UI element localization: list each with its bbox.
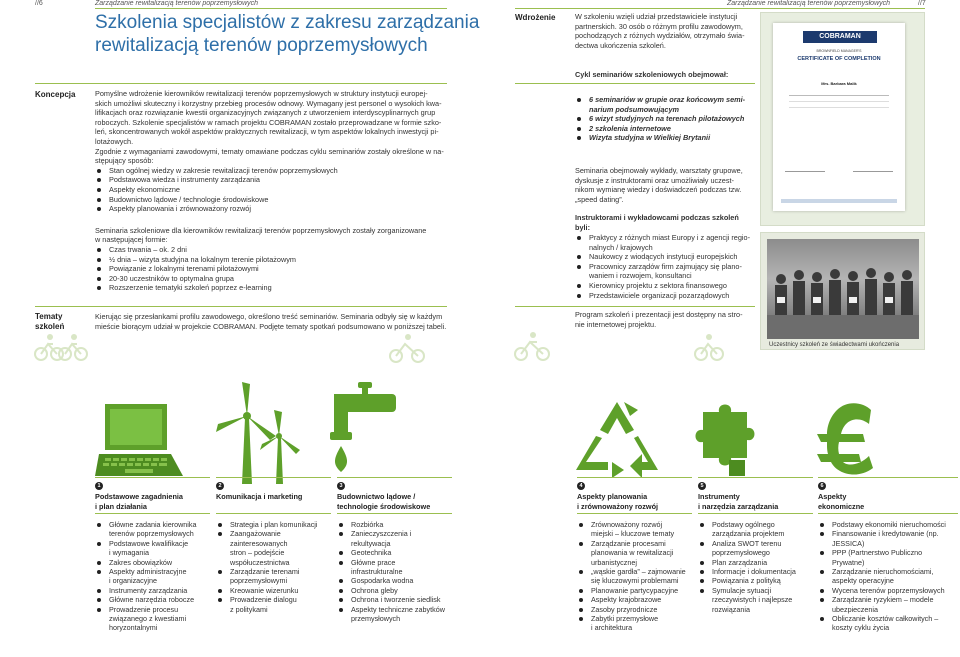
tematy-body xyxy=(95,312,447,331)
column-rule xyxy=(216,477,331,478)
column-heading: Aspekty ekonomiczne xyxy=(818,492,865,511)
cyclists-icon xyxy=(33,332,88,362)
text-line: Kierując się przesłankami profilu zawodowego, określono treść seminariów. Seminaria odbyły się w każdym xyxy=(95,312,443,321)
text-line: leń, skoncentrowanych wokół aspektów praktycznych rewitalizacji, w tym aspektów lokalnych inwestycji pi- xyxy=(95,127,439,137)
column-rule xyxy=(577,477,692,478)
list-item: Zaangażowanie zainteresowanych stron – podejście współuczestnictwa xyxy=(216,529,331,567)
list-item: Zarządzanie nieruchomościami, aspekty operacyjne xyxy=(818,567,958,586)
column-heading: Aspekty planowania i zrównoważony rozwój xyxy=(577,492,659,511)
list-item: Informacje i dokumentacja xyxy=(698,567,813,576)
text-line: Seminaria szkoleniowe dla kierowników rewitalizacji terenów poprzemysłowych zostały zorganizowane xyxy=(95,225,427,235)
column-rule xyxy=(818,513,958,514)
koncepcja-para1 xyxy=(95,89,447,147)
page-title-line-1: Szkolenia specjalistów z zakresu zarządzania xyxy=(95,12,480,33)
list-item: Instrumenty zarządzania xyxy=(95,586,210,595)
text-line: dyskusje z instruktorami oraz umożliwiały uczest- xyxy=(575,175,734,185)
water-tap-icon xyxy=(330,380,400,480)
list-item: Kreowanie wizerunku xyxy=(216,586,331,595)
text-line: Pomyślne wdrożenie kierowników rewitalizacji terenów poprzemysłowych w struktury instytucji europej- xyxy=(95,89,428,98)
list-item: Aspekty administracyjne i organizacyjne xyxy=(95,567,210,586)
text-line: skich umożliwi skuteczny i korzystny przebieg procesów odnowy. Wymagany jest personel o wysokich kwa- xyxy=(95,98,442,108)
photo-content xyxy=(767,239,919,339)
list-item: Prowadzenie procesu związanego z kwestiami horyzontalnymi xyxy=(95,605,210,633)
list-item: Główne prace infrastrukturalne xyxy=(337,558,452,577)
column-item-list xyxy=(818,520,958,633)
text-line: lotażowych. xyxy=(95,136,134,146)
list-item: Praktycy z różnych miast Europy i z agencji regio- nalnych / krajowych xyxy=(575,233,753,252)
koncepcja-para3 xyxy=(95,226,447,245)
list-item: Przedstawiciele organizacji pozarządowych xyxy=(575,291,753,301)
list-item: Zakres obowiązków xyxy=(95,558,210,567)
wdrozenie-body xyxy=(575,12,750,50)
list-item: Zarządzanie procesami planowania w rewitalizacji urbanistycznej xyxy=(577,539,692,567)
column-rule xyxy=(698,513,813,514)
header-rule-left xyxy=(95,8,447,9)
list-item: Gospodarka wodna xyxy=(337,576,452,585)
list-item: PPP (Partnerstwo Publiczno Prywatne) xyxy=(818,548,958,567)
column-heading: Komunikacja i marketing xyxy=(216,492,303,501)
text-line: lifikacjach oraz rozwiązanie kwestii organizacyjnych związanych z utworzeniem interdyscyplinarnych grup xyxy=(95,108,436,118)
list-item: Plan zarządzania xyxy=(698,558,813,567)
euro-icon xyxy=(813,396,883,482)
column-rule xyxy=(95,513,210,514)
column-number-badge: 2 xyxy=(216,482,224,490)
header-rule-right xyxy=(515,8,925,9)
right-page-number: //7 xyxy=(918,0,926,7)
list-item: Podstawowa wiedza i instrumenty zarządzania xyxy=(95,175,447,185)
wdrozenie-label: Wdrożenie xyxy=(515,13,556,22)
list-item: Kierownicy projektu z sektora finansowego xyxy=(575,281,753,291)
topics-list xyxy=(95,166,447,214)
list-item: Zarządzanie terenami poprzemysłowymi xyxy=(216,567,331,586)
list-item: Wizyta studyjna w Wielkiej Brytanii xyxy=(575,133,753,143)
text-line: stępujący sposób: xyxy=(95,156,154,166)
cyclist-icon xyxy=(694,332,724,362)
text-line: nie internetowej projektu. xyxy=(575,319,657,329)
column-number-badge: 4 xyxy=(577,482,585,490)
text-line: „speed dating”. xyxy=(575,194,624,204)
list-item: Główne zadania kierownika terenów poprzemysłowych xyxy=(95,520,210,539)
cobraman-logo: COBRAMAN xyxy=(803,31,877,43)
list-item: 6 wizyt studyjnych na terenach pilotażowych xyxy=(575,114,753,124)
koncepcja-label: Koncepcja xyxy=(35,90,76,99)
column-item-list xyxy=(577,520,692,633)
list-item: Rozbiórka xyxy=(337,520,452,529)
cycle-heading: Cykl seminariów szkoleniowych obejmował: xyxy=(575,70,729,79)
list-item: Finansowanie i kredytowanie (np. JESSICA) xyxy=(818,529,958,548)
koncepcja-rule xyxy=(35,83,447,84)
list-item: Aspekty techniczne zabytków przemysłowych xyxy=(337,605,452,624)
column-rule xyxy=(577,513,692,514)
seminars-text xyxy=(575,166,753,204)
text-line: Program szkoleń i prezentacji jest dostępny na stro- xyxy=(575,310,743,319)
koncepcja-para2 xyxy=(95,147,447,166)
column-rule xyxy=(698,477,813,478)
text-line: w następującej formie: xyxy=(95,235,168,245)
column-item-list xyxy=(95,520,210,633)
instructors-heading: Instruktorami i wykładowcami podczas szkoleń byli: xyxy=(575,213,739,232)
list-item: 2 szkolenia internetowe xyxy=(575,124,753,134)
koncepcja-rule-right xyxy=(515,83,755,84)
cyclist-icon xyxy=(513,330,553,362)
list-item: Symulacje sytuacji rzeczywistych i najlepsze rozwiązania xyxy=(698,586,813,614)
page-title-line-2: rewitalizacją terenów poprzemysłowych xyxy=(95,35,428,56)
column-rule xyxy=(95,477,210,478)
list-item: Podstawy ogólnego zarządzania projektem xyxy=(698,520,813,539)
column-item-list xyxy=(337,520,452,623)
text-line: W szkoleniu wzięli udział przedstawiciele instytucji xyxy=(575,12,738,21)
text-line: Seminaria obejmowały wykłady, warsztaty grupowe, xyxy=(575,166,743,175)
list-item: „wąskie gardła” – zajmowanie się kluczowymi problemami xyxy=(577,567,692,586)
column-rule xyxy=(818,477,958,478)
wind-turbine-icon xyxy=(212,380,302,485)
list-item: Naukowcy z wiodących instytucji europejskich xyxy=(575,252,753,262)
right-running-header: Zarządzanie rewitalizacją terenów poprzemysłowych xyxy=(727,0,891,7)
list-item: Analiza SWOT terenu poprzemysłowego xyxy=(698,539,813,558)
column-rule xyxy=(337,477,452,478)
list-item: Podstawowe kwalifikacje i wymagania xyxy=(95,539,210,558)
column-item-list xyxy=(698,520,813,614)
list-item: ½ dnia – wizyta studyjna na lokalnym terenie pilotażowym xyxy=(95,255,447,265)
program-text xyxy=(575,310,753,329)
list-item: Budownictwo lądowe / technologie środowiskowe xyxy=(95,195,447,205)
list-item: Stan ogólnej wiedzy w zakresie rewitalizacji terenów poprzemysłowych xyxy=(95,166,447,176)
list-item: Strategia i plan komunikacji xyxy=(216,520,331,529)
text-line: nikom wymianę wiedzy i doświadczeń podczas tzw. xyxy=(575,185,742,195)
list-item: Zasoby przyrodnicze xyxy=(577,605,692,614)
column-item-list xyxy=(216,520,331,614)
koncepcja-body xyxy=(95,89,447,293)
list-item: Podstawy ekonomiki nieruchomości xyxy=(818,520,958,529)
list-item: Powiązania z polityką xyxy=(698,576,813,585)
list-item: Ochrona gleby xyxy=(337,586,452,595)
left-page-number: //6 xyxy=(35,0,43,7)
certificate-program: BROWNFIELD MANAGER'S xyxy=(816,49,862,53)
photo-caption: Uczestnicy szkoleń ze świadectwami ukończenia xyxy=(769,342,900,348)
tematy-label-line: Tematy xyxy=(35,312,63,321)
list-item: Obliczanie kosztów całkowitych – koszty cyklu życia xyxy=(818,614,958,633)
list-item: Aspekty krajobrazowe xyxy=(577,595,692,604)
column-rule xyxy=(337,513,452,514)
tematy-rule-right xyxy=(515,306,755,307)
column-heading: Instrumenty i narzędzia zarządzania xyxy=(698,492,779,511)
cyclist-icon xyxy=(388,332,428,364)
list-item: Planowanie partycypacyjne xyxy=(577,586,692,595)
column-number-badge: 5 xyxy=(698,482,706,490)
text-line: pochodzących z różnych wydziałów, otrzymało świa- xyxy=(575,31,745,41)
text-line: Zgodnie z wymaganiami zawodowymi, tematy omawiane podczas cyklu seminariów zostały określone w na- xyxy=(95,146,444,156)
text-line: mieście biorącym udział w projekcie COBRAMAN. Podjęte tematy spotkań podsumowano w poniższej tabeli. xyxy=(95,321,447,331)
list-item: 20-30 uczestników to optymalna grupa xyxy=(95,274,447,284)
list-item: Aspekty planowania i zrównoważony rozwój xyxy=(95,204,447,214)
certificate-image xyxy=(760,12,925,226)
tematy-label-line: szkoleń xyxy=(35,322,65,331)
list-item: Powiązanie z lokalnymi terenami pilotażowymi xyxy=(95,264,447,274)
list-item: Rozszerzenie tematyki szkoleń poprzez e-learning xyxy=(95,283,447,293)
left-running-header: Zarządzanie rewitalizacją terenów poprzemysłowych xyxy=(95,0,259,7)
certificate-paper xyxy=(773,23,905,211)
list-item: Zrównoważony rozwój miejski – kluczowe tematy xyxy=(577,520,692,539)
tematy-rule xyxy=(35,306,447,307)
text-line: roboczych. Szkolenie specjalistów w ramach projektu COBRAMAN zostało przeprowadzane w formie szko- xyxy=(95,117,442,127)
list-item: Pracownicy zarządów firm zajmujący się plano- waniem i rozwojem, konsultanci xyxy=(575,262,753,281)
text-line: dectwa ukończenia szkoleń. xyxy=(575,40,666,50)
list-item: Geotechnika xyxy=(337,548,452,557)
text-line: partnerskich. 30 osób o różnym profilu zawodowym, xyxy=(575,21,743,31)
column-number-badge: 6 xyxy=(818,482,826,490)
form-list xyxy=(95,245,447,293)
column-number-badge: 3 xyxy=(337,482,345,490)
tematy-label xyxy=(35,312,64,332)
column-heading: Budownictwo lądowe / technologie środowiskowe xyxy=(337,492,431,511)
list-item: Wycena terenów poprzemysłowych xyxy=(818,586,958,595)
cycle-list xyxy=(575,95,753,143)
puzzle-icon xyxy=(693,398,763,482)
list-item: Zabytki przemysłowe i architektura xyxy=(577,614,692,633)
recycling-icon xyxy=(572,398,662,482)
certificate-heading: CERTIFICATE OF COMPLETION xyxy=(797,56,881,62)
list-item: Zanieczyszczenia i rekultywacja xyxy=(337,529,452,548)
list-item: Zarządzanie ryzykiem – modele ubezpieczenia xyxy=(818,595,958,614)
participants-photo xyxy=(760,232,925,350)
laptop-icon xyxy=(95,400,185,480)
list-item: Czas trwania – ok. 2 dni xyxy=(95,245,447,255)
list-item: Ochrona i tworzenie siedlisk xyxy=(337,595,452,604)
column-heading: Podstawowe zagadnienia i plan działania xyxy=(95,492,183,511)
list-item: Aspekty ekonomiczne xyxy=(95,185,447,195)
column-rule xyxy=(216,513,331,514)
certificate-name: Mrs. Barbara Malik xyxy=(821,81,857,86)
instructors-list xyxy=(575,233,753,300)
column-number-badge: 1 xyxy=(95,482,103,490)
list-item: Główne narzędzia robocze xyxy=(95,595,210,604)
list-item: Prowadzenie dialogu z politykami xyxy=(216,595,331,614)
people-group-icon xyxy=(767,239,919,339)
list-item: 6 seminariów w grupie oraz końcowym semi- narium podsumowującym xyxy=(575,95,753,114)
